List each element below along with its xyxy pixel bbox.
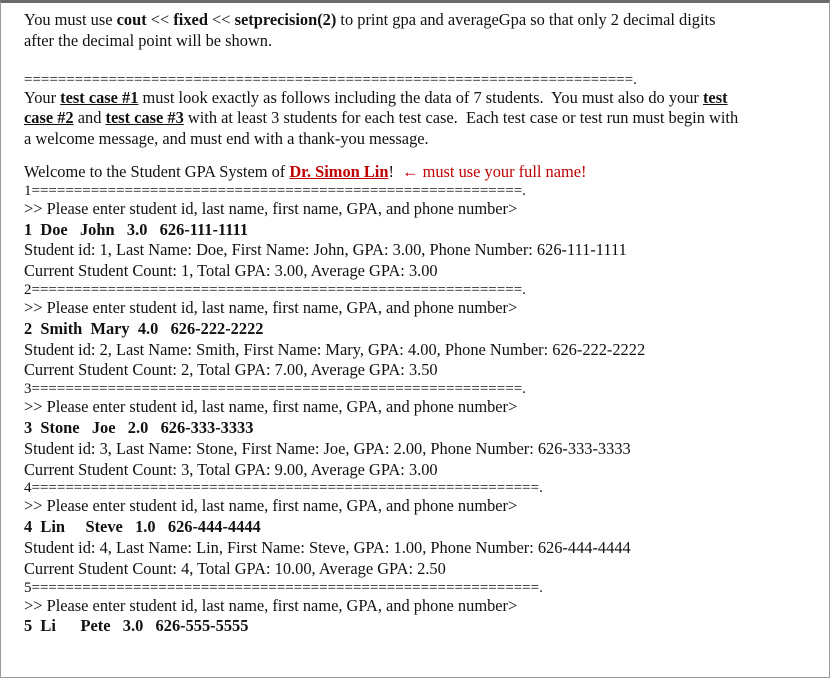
student-input: 4 Lin Steve 1.0 626-444-4444 [24,517,261,537]
student-separator: 4============================================================. [24,480,543,497]
student-count: Current Student Count: 4, Total GPA: 10.00, Average GPA: 2.50 [24,558,446,578]
student-count: Current Student Count: 1, Total GPA: 3.00, Average GPA: 3.00 [24,261,438,281]
welcome-line: Welcome to the Student GPA System of Dr. Simon Lin! ← must use your full name! [24,161,587,181]
test-case-3-label: test case #3 [105,108,184,128]
full-name-note: must use your full name! [418,161,587,181]
fixed-keyword: fixed [173,10,208,29]
student-input: 3 Stone Joe 2.0 626-333-3333 [24,417,254,437]
student-count: Current Student Count: 3, Total GPA: 9.00, Average GPA: 3.00 [24,459,438,479]
instruction-line-2: after the decimal point will be shown. [24,30,273,50]
testcase-line-2: case #2 and test case #3 with at least 3 students for each test case. Each test case or test run must begin with [24,108,739,128]
student-detail: Student id: 1, Last Name: Doe, First Name: John, GPA: 3.00, Phone Number: 626-111-1111 [24,240,627,260]
prompt-line: >> Please enter student id, last name, first name, GPA, and phone number> [24,496,518,516]
prompt-line: >> Please enter student id, last name, first name, GPA, and phone number> [24,297,518,317]
main-divider: ========================================================================. [24,71,637,88]
testcase-line-3: a welcome message, and must end with a thank-you message. [24,129,429,149]
testcase-line-1: Your test case #1 must look exactly as follows including the data of 7 students. You must also do your test [24,87,728,107]
student-input: 1 Doe John 3.0 626-111-1111 [24,219,249,239]
prompt-line: >> Please enter student id, last name, first name, GPA, and phone number> [24,397,518,417]
instruction-line-1: You must use cout << fixed << setprecision(2) to print gpa and averageGpa so that only 2 decimal digits [24,10,716,29]
student-input: 5 Li Pete 3.0 626-555-5555 [24,616,249,636]
student-detail: Student id: 2, Last Name: Smith, First Name: Mary, GPA: 4.00, Phone Number: 626-222-2222 [24,339,646,359]
student-detail: Student id: 3, Last Name: Stone, First Name: Joe, GPA: 2.00, Phone Number: 626-333-3333 [24,438,631,458]
test-case-2-label-end: case #2 [24,108,74,128]
student-separator: 1==========================================================. [24,182,526,199]
prompt-line: >> Please enter student id, last name, first name, GPA, and phone number> [24,198,518,218]
student-separator: 2==========================================================. [24,281,526,298]
student-separator: 3==========================================================. [24,381,526,398]
test-case-2-label-start: test [702,87,728,107]
student-input: 2 Smith Mary 4.0 626-222-2222 [24,318,264,338]
cout-keyword: cout [116,10,147,29]
left-arrow-icon: ← [402,161,419,181]
prompt-line: >> Please enter student id, last name, first name, GPA, and phone number> [24,595,518,615]
student-detail: Student id: 4, Last Name: Lin, First Name: Steve, GPA: 1.00, Phone Number: 626-444-4444 [24,537,631,557]
setprecision-keyword: setprecision(2) [234,10,337,29]
test-case-1-label: test case #1 [60,87,139,107]
instructor-name: Dr. Simon Lin [289,161,389,181]
student-count: Current Student Count: 2, Total GPA: 7.00, Average GPA: 3.50 [24,360,438,380]
document-body [24,10,824,637]
student-separator: 5============================================================. [24,579,543,596]
